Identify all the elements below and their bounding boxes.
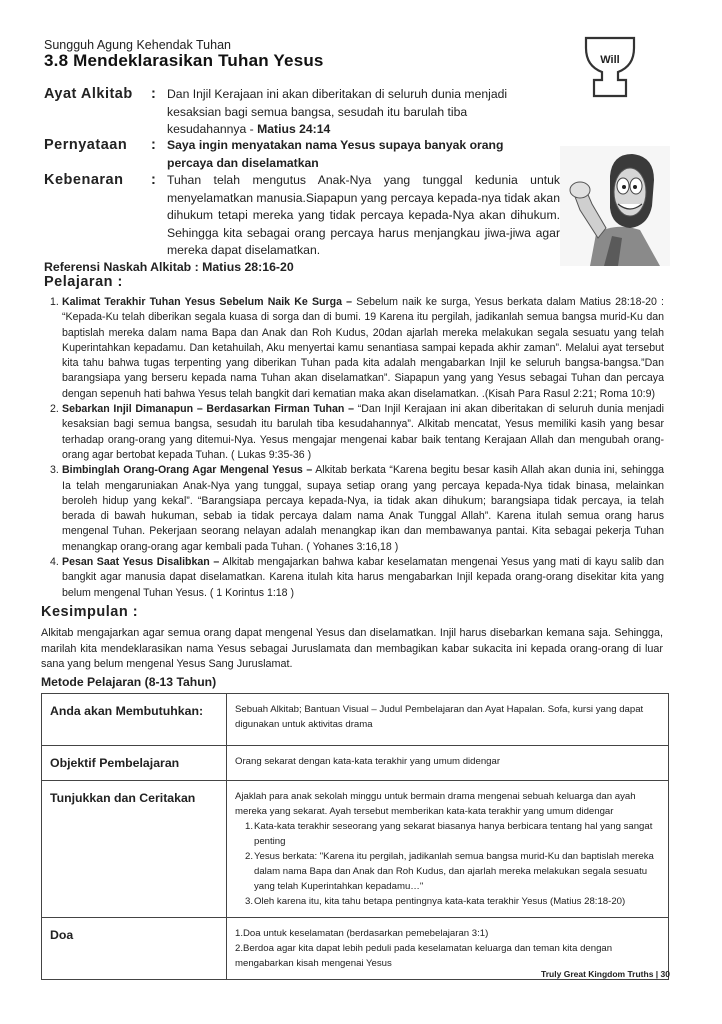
ayat-ref: Matius 24:14 (257, 122, 331, 136)
method-table (41, 693, 669, 980)
table-row (42, 781, 669, 918)
table-row (42, 694, 669, 746)
lesson-item: 2. Sebarkan Injil Dimanapun – Berdasarkan Firman Tuhan – “Dan Injil Kerajaan ini akan diberitakan di seluruh dunia menjadi kesaksian bagi semua bangsa, sesudah itu barulah tiba kesudahannya”. Alkitab mencatat, Yesus memiliki kasih yang besar terhadap orang-orang yang ditemui-Nya. Yesus mengajar mengenai kabar baik tentang Kerajaan Allah dan mengubah orang-orang agar bertobat kepada Tuhan. ( Lukas 9:35-36 ) (50, 403, 664, 461)
conclusion-heading: Kesimpulan : (41, 604, 139, 620)
row-key: Objektif Pembelajaran (42, 746, 227, 781)
kebenaran-row (44, 172, 560, 260)
colon: : (151, 137, 156, 153)
lesson-title: Pesan Saat Yesus Disalibkan – (62, 556, 220, 569)
ayat-alkitab-row (44, 86, 537, 139)
list-item: 1. Kata-kata terakhir seseorang yang sekarat biasanya hanya berbicara tentang hal yang sangat penting (245, 821, 653, 847)
kebenaran-label: Kebenaran (44, 172, 124, 188)
ayat-text: Dan Injil Kerajaan ini akan diberitakan di seluruh dunia menjadi kesaksian bagi semua bangsa, sesudah itu barulah tiba kesudahannya - Matius 24:14 (167, 87, 508, 136)
method-heading: Metode Pelajaran (8-13 Tahun) (41, 675, 217, 689)
lesson-item: 3. Bimbinglah Orang-Orang Agar Mengenal Yesus – Alkitab berkata “Karena begitu besar kasih Allah akan dunia ini, sehingga Ia telah mengaruniakan Anak-Nya yang tunggal, supaya setiap orang yang percaya kepada-Nya tidak binasa, melainkan beroleh hidup yang kekal”. “Barangsiapa percaya kepada-Nya, ia tidak akan dihukum; barangsiapa tidak percaya, ia telah berada di bawah hukuman, sebab ia tidak percaya dalam nama Anak Tunggal Allah”. Karena itulah semua orang harus mengenal Tuhan. Pekerjaan seorang nelayan adalah menangkap ikan dan membawanya pantai. Kita sebagai pekerja Tuhan menangkap orang-orang agar kembali pada Tuhan. ( Yohanes 3:16,18 ) (50, 464, 664, 553)
row-value (227, 781, 669, 918)
lesson-text: Sebelum naik ke surga, Yesus berkata dalam Matius 28:18-20 : “Kepada-Ku telah diberikan segala kuasa di sorga dan di bumi. 19 Karena itu pergilah, jadikanlah semua bangsa murid-Ku dan baptislah mereka dalam nama Bapa dan Anak dan Roh Kudus, 20dan ajarlah mereka melakukan segala sesuatu yang telah Kuperintahkan kepadamu. Dan ketahuilah, Aku menyertai kamu senantiasa sampai kepada akhir zaman”. Melalui ayat tersebut kita tahu bahwa tugas terpenting yang diberikan Tuhan pada kita adalah mengabarkan Injil ke seluruh bangsa-bangsa.”Dan barangsiapa yang berseru kepada nama Tuhan akan diselamatkan”. Siapapun yang yang Yesus sebagai Tuhan dan percaya dengan sepenuh hati bahwa Yesus telah bangkit dari kematian maka akan diselamatkan. .(Kisah Para Rasul 2:21; Roma 10:9) (62, 296, 664, 400)
colon: : (151, 172, 156, 188)
jesus-illustration (560, 146, 670, 266)
show-tell-list (235, 819, 660, 909)
pernyataan-label: Pernyataan (44, 137, 128, 153)
list-item: 3. Oleh karena itu, kita tahu betapa pentingnya kata-kata terakhir Yesus (Matius 28:18-20) (245, 896, 626, 907)
colon: : (151, 86, 156, 102)
list-item: 2. Yesus berkata: "Karena itu pergilah, jadikanlah semua bangsa murid-Ku dan baptislah mereka dalam nama Bapa dan Anak dan Roh Kudus, dan ajarlah mereka melakukan segala sesuatu yang telah Kuperintahkan kepadamu…" (245, 851, 654, 892)
prayer-line-1: 1.Doa untuk keselamatan (berdasarkan pemebelajaran 3:1) (235, 928, 489, 939)
lesson-item: 4. Pesan Saat Yesus Disalibkan – Alkitab mengajarkan bahwa kabar keselamatan mengenai Yesus yang mati di kayu salib dan bangkit agar manusia dapat diselamatkan. Karena itulah kita harus mengabarkan Injil kepada orang-orang disekitar kita yang belum mengenal Tuhan Yesus. ( 1 Korintus 1:18 ) (50, 556, 664, 599)
lesson-text: “Dan Injil Kerajaan ini akan diberitakan di seluruh dunia menjadi kesaksian bagi semua bangsa, sesudah itu barulah tiba kesudahannya”. Alkitab mencatat, Yesus memiliki kasih yang besar terhadap orang-orang yang ditemui-Nya. Yesus mengajar mengenai kabar baik tentang Kerajaan Allah dan mengubah orang-orang agar bertobat kepada Tuhan. ( Lukas 9:35-36 ) (62, 403, 664, 461)
trophy-cup-icon (582, 36, 638, 98)
lesson-item: 1. Kalimat Terakhir Tuhan Yesus Sebelum Naik Ke Surga – Sebelum naik ke surga, Yesus berkata dalam Matius 28:18-20 : “Kepada-Ku telah diberikan segala kuasa di sorga dan di bumi. 19 Karena itu pergilah, jadikanlah semua bangsa murid-Ku dan baptislah mereka dalam nama Bapa dan Anak dan Roh Kudus, 20dan ajarlah mereka melakukan segala sesuatu yang telah Kuperintahkan kepadamu. Dan ketahuilah, Aku menyertai kamu senantiasa sampai kepada akhir zaman”. Melalui ayat tersebut kita tahu bahwa tugas terpenting yang diberikan Tuhan pada kita adalah mengabarkan Injil ke seluruh bangsa-bangsa.”Dan barangsiapa yang berseru kepada nama Tuhan akan diselamatkan”. Siapapun yang yang Yesus sebagai Tuhan dan percaya dengan sepenuh hati bahwa Yesus telah bangkit dari kematian maka akan diselamatkan. .(Kisah Para Rasul 2:21; Roma 10:9) (50, 296, 664, 400)
row-key: Tunjukkan dan Ceritakan (42, 781, 227, 918)
lesson-title: Bimbinglah Orang-Orang Agar Mengenal Yesus – (62, 464, 313, 477)
lesson-title: Kalimat Terakhir Tuhan Yesus Sebelum Naik Ke Surga – (62, 296, 353, 308)
lesson-title: Sebarkan Injil Dimanapun – Berdasarkan Firman Tuhan – (62, 403, 355, 416)
lessons-heading: Pelajaran : (44, 274, 123, 290)
pernyataan-text: Saya ingin menyatakan nama Yesus supaya banyak orang percaya dan diselamatkan (167, 138, 504, 170)
scripture-reference: Referensi Naskah Alkitab : Matius 28:16-20 (44, 260, 294, 274)
pernyataan-row (44, 137, 537, 172)
show-tell-intro: Ajaklah para anak sekolah minggu untuk bermain drama mengenai sebuah keluarga dan ayah mereka yang sekarat. Ayah tersebut memberikan kata-kata terakhir yang umum didengar (235, 791, 636, 817)
kebenaran-text: Tuhan telah mengutus Anak-Nya yang tunggal kedunia untuk menyelamatkan manusia.Siapapun yang percaya kepada-nya tidak akan dihukum tetapi mereka yang tidak percaya kepada-Nya akan dihukum. Sehingga kita sebagai orang percaya harus menjangkau jiwa-jiwa agar mereka dapat diselamatkan. (167, 173, 560, 257)
page-title: 3.8 Mendeklarasikan Tuhan Yesus (44, 51, 324, 70)
lessons-list (50, 295, 664, 601)
badge-label: Will (600, 54, 620, 66)
row-value: Sebuah Alkitab; Bantuan Visual – Judul Pembelajaran dan Ayat Hapalan. Sofa, kursi yang dapat digunakan untuk aktivitas drama (227, 694, 669, 746)
table-row (42, 746, 669, 781)
page-footer: Truly Great Kingdom Truths | 30 (541, 969, 670, 979)
series-subtitle: Sungguh Agung Kehendak Tuhan (44, 38, 231, 52)
prayer-line-2: 2.Berdoa agar kita dapat lebih peduli pada keselamatan keluarga dan teman kita dengan mengabarkan kisah mengenai Yesus (235, 943, 613, 969)
conclusion-text: Alkitab mengajarkan agar semua orang dapat mengenal Yesus dan diselamatkan. Injil harus disebarkan kemana saja. Sehingga, marilah kita mendeklarasikan nama Yesus sebagai Juruslamata dan membagikan kabar sukacita ini kepada orang-orang di luar sana yang belum mengenal Yesus Sang Juruslamat. (41, 627, 663, 670)
ayat-label: Ayat Alkitab (44, 86, 133, 102)
row-key: Doa (42, 918, 227, 980)
lesson-text: Alkitab mengajarkan bahwa kabar keselamatan mengenai Yesus yang mati di kayu salib dan bangkit agar manusia dapat diselamatkan. Karena itulah kita harus mengabarkan Injil kepada orang-orang disekitar kita yang belum mengenal Tuhan Yesus. ( 1 Korintus 1:18 ) (62, 556, 664, 599)
row-key: Anda akan Membutuhkan: (42, 694, 227, 746)
lesson-text: Alkitab berkata “Karena begitu besar kasih Allah akan dunia ini, sehingga Ia telah mengaruniakan Anak-Nya yang tunggal, supaya setiap orang yang percaya kepada-Nya tidak binasa, melainkan beroleh hidup yang kekal”. “Barangsiapa percaya kepada-Nya, ia tidak akan dihukum; barangsiapa tidak percaya, ia telah berada di bawah hukuman, sebab ia tidak percaya dalam nama Anak Tunggal Allah”. Karena itulah semua orang harus mengenal Tuhan. Pekerjaan seorang nelayan adalah menangkap ikan dan membawanya pantai. Kita sebagai pekerja Tuhan menangkap orang-orang agar kembali pada Tuhan. ( Yohanes 3:16,18 ) (62, 464, 664, 553)
row-value: Orang sekarat dengan kata-kata terakhir yang umum didengar (227, 746, 669, 781)
